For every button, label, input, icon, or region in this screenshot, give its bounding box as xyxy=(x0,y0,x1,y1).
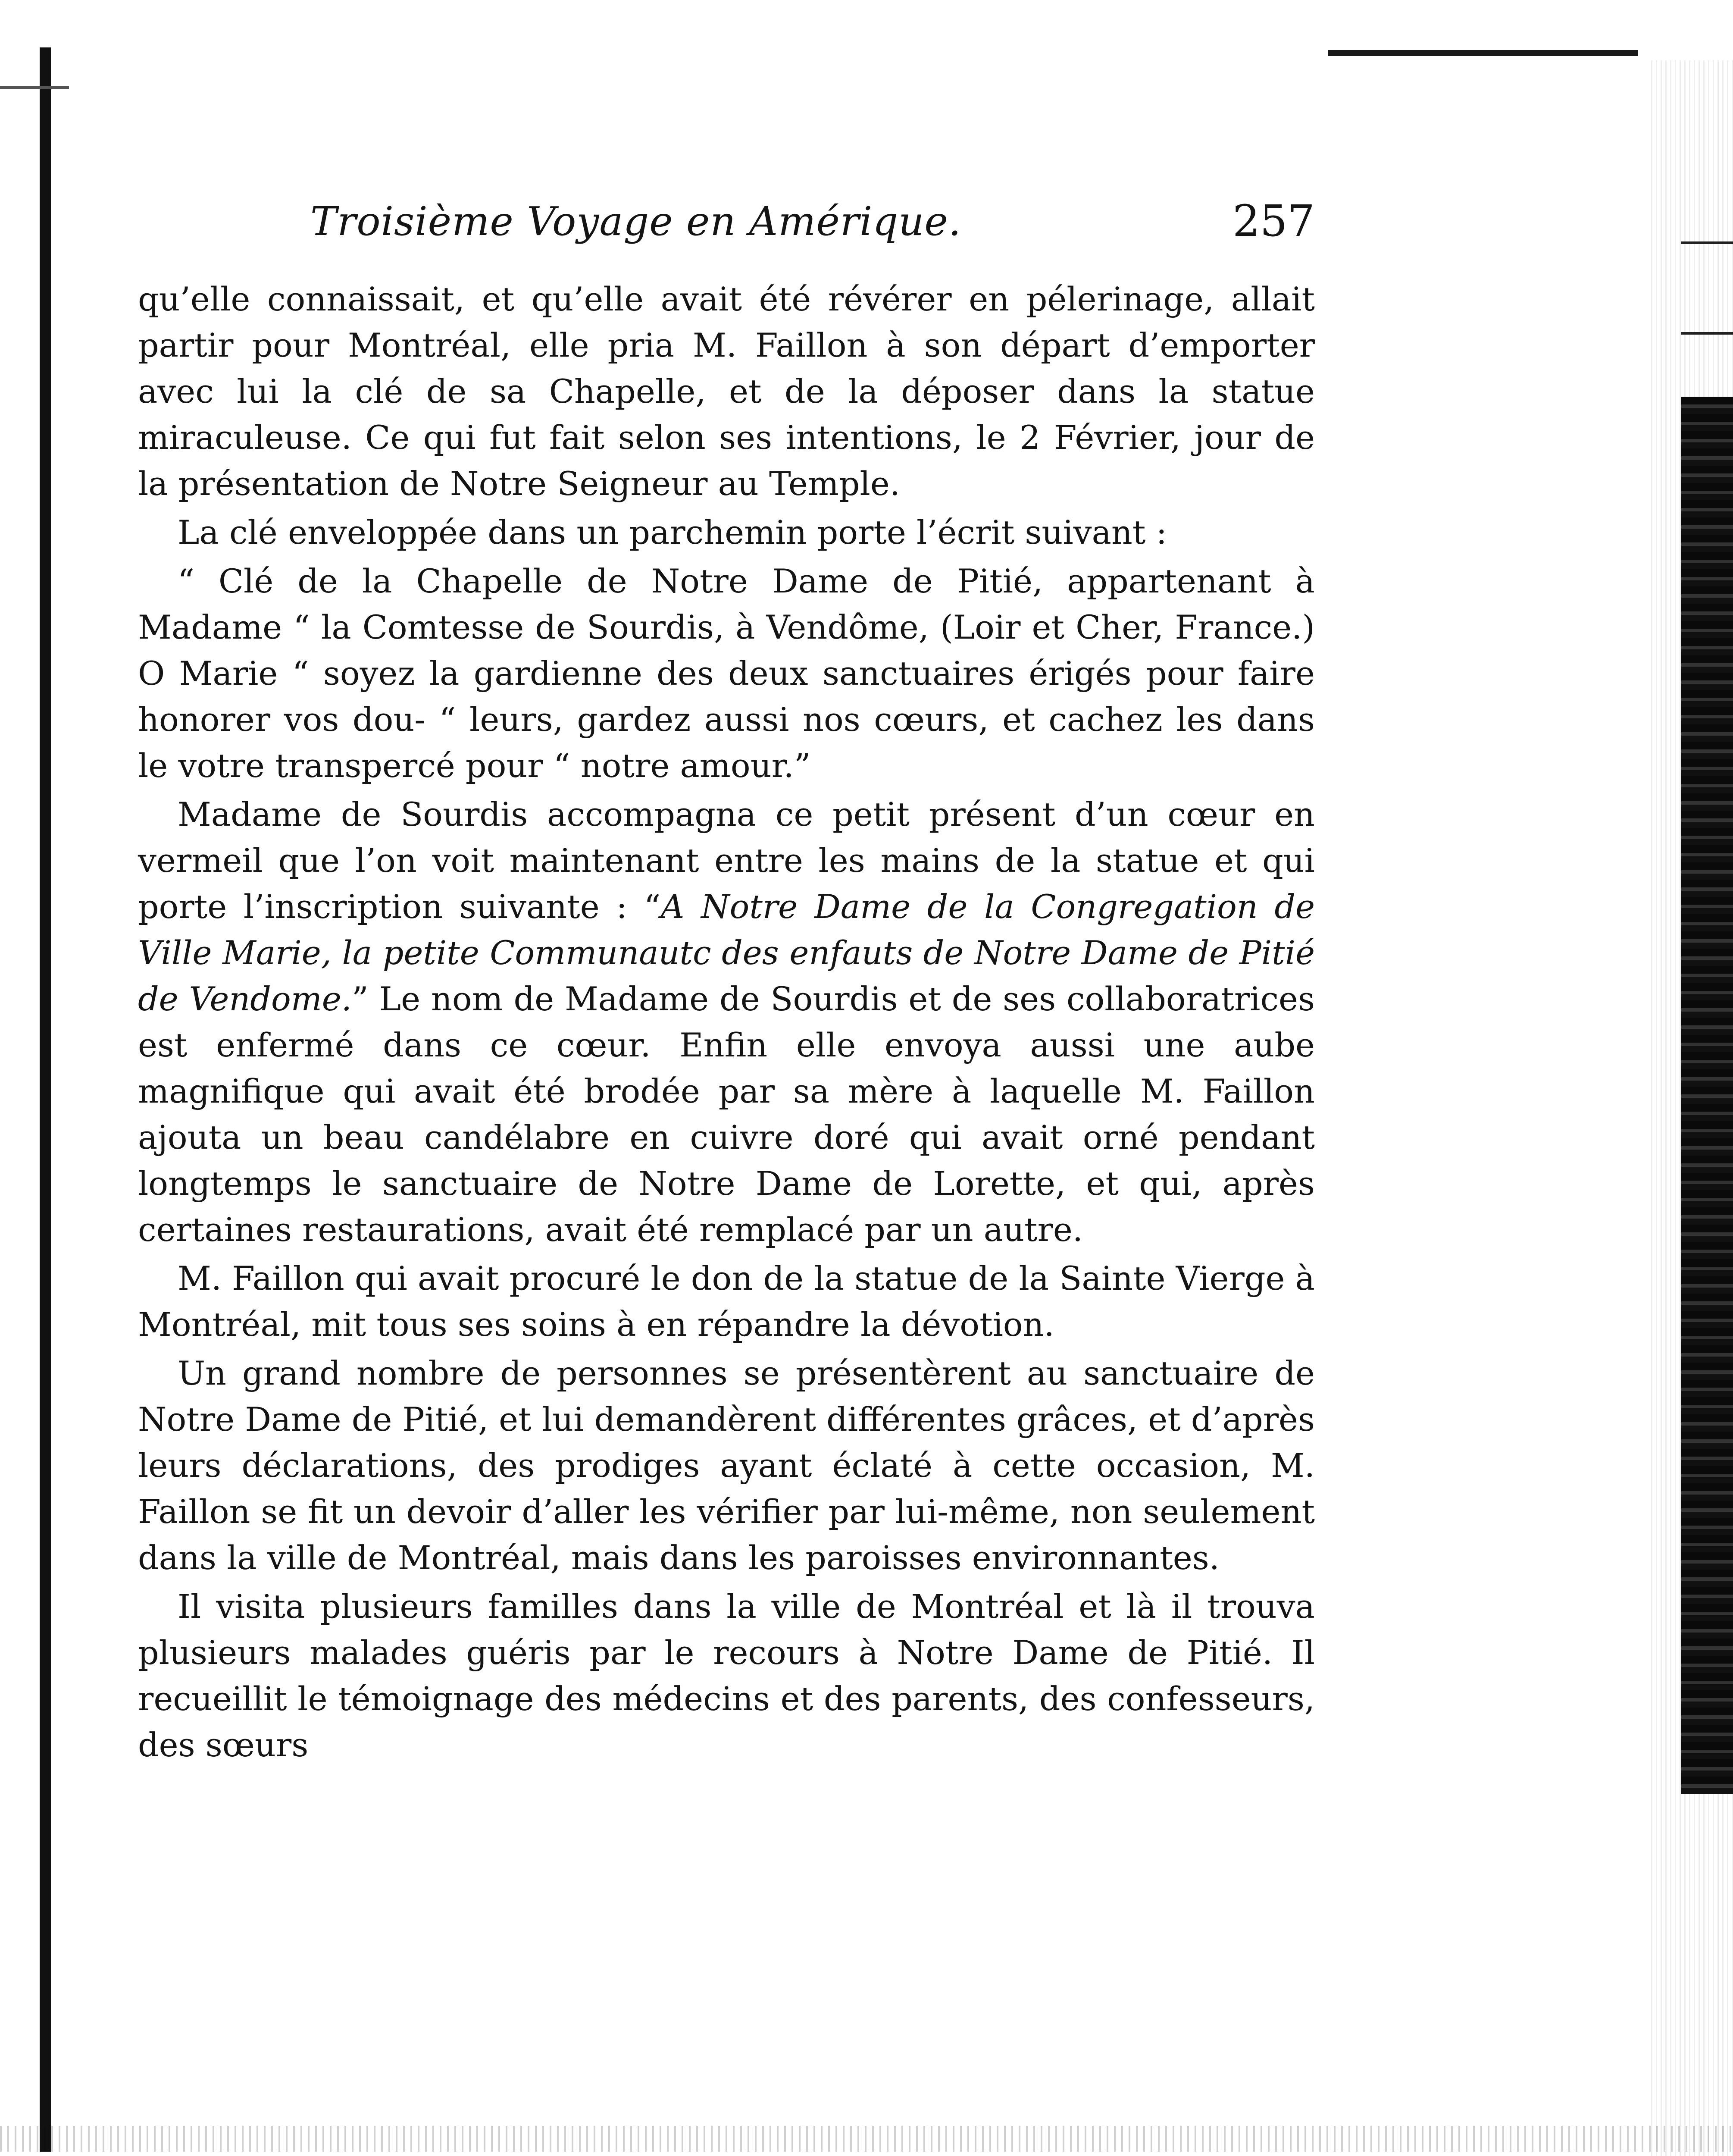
key-inscription-quote: “ Clé de la Chapelle de Notre Dame de Pitié, appartenant à Madame “ la Comtesse de Sourdis, à Vendôme, (Loir et Cher, France.) O Marie “ soyez la gardienne des deux sanctuaires érigés pour faire honorer vos dou- “ leurs, gardez aussi nos cœurs, et cachez les dans le votre transpercé pour “ notre amour.” xyxy=(138,562,1315,785)
page xyxy=(138,185,1315,1768)
paragraph-2: La clé enveloppée dans un parchemin porte l’écrit suivant : xyxy=(178,513,1167,552)
scan-right-edge xyxy=(1681,397,1733,1794)
paragraph-3 xyxy=(138,791,1315,1253)
scan-right-dash xyxy=(1681,332,1733,335)
body-text xyxy=(138,276,1315,1768)
scan-top-rule xyxy=(1328,50,1638,56)
paragraph-3-after: ” Le nom de Madame de Sourdis et de ses collaboratrices est enfermé dans ce cœur. Enfin elle envoya aussi une aube magnifique qui avait été brodée par sa mère à laquelle M. Faillon ajouta un beau candélabre en cuivre doré qui avait orné pendant longtemps le sanctuaire de Notre Dame de Lorette, et qui, après certaines restaurations, avait été remplacé par un autre. xyxy=(138,980,1315,1249)
running-head xyxy=(138,185,1315,250)
scan-left-tick xyxy=(0,86,69,89)
paragraph-6: Il visita plusieurs familles dans la ville de Montréal et là il trouva plusieurs malades guéris par le recours à Notre Dame de Pitié. Il recueillit le témoignage des médecins et des parents, des confesseurs, des sœurs xyxy=(138,1587,1315,1764)
heart-inscription: A Notre Dame de la Congregation de Ville Marie, la petite Communautc des enfauts de Notre Dame de Pitié de Vendome. xyxy=(138,887,1315,1018)
paragraph-1: qu’elle connaissait, et qu’elle avait été révérer en pélerinage, allait partir pour Montréal, elle pria M. Faillon à son départ d’emporter avec lui la clé de sa Chapelle, et de la déposer dans la statue miraculeuse. Ce qui fut fait selon ses intentions, le 2 Février, jour de la présentation de Notre Seigneur au Temple. xyxy=(138,280,1315,503)
paragraph-3-before: Madame de Sourdis accompagna ce petit présent d’un cœur en vermeil que l’on voit maintenant entre les mains de la statue et qui porte l’inscription suivante : “ xyxy=(138,795,1315,926)
scan-bottom-noise xyxy=(0,2126,1733,2152)
paragraph-4: M. Faillon qui avait procuré le don de la statue de la Sainte Vierge à Montréal, mit tous ses soins à en répandre la dévotion. xyxy=(138,1259,1315,1344)
scan-right-dash xyxy=(1681,241,1733,244)
paragraph-5: Un grand nombre de personnes se présentèrent au sanctuaire de Notre Dame de Pitié, et lui demandèrent différentes grâces, et d’après leurs déclarations, des prodiges ayant éclaté à cette occasion, M. Faillon se fit un devoir d’aller les vérifier par lui-même, non seulement dans la ville de Montréal, mais dans les paroisses environnantes. xyxy=(138,1354,1315,1577)
page-number: 257 xyxy=(1232,196,1315,246)
scan-left-rule xyxy=(40,47,51,2152)
running-title: Troisième Voyage en Amérique. xyxy=(310,198,962,244)
